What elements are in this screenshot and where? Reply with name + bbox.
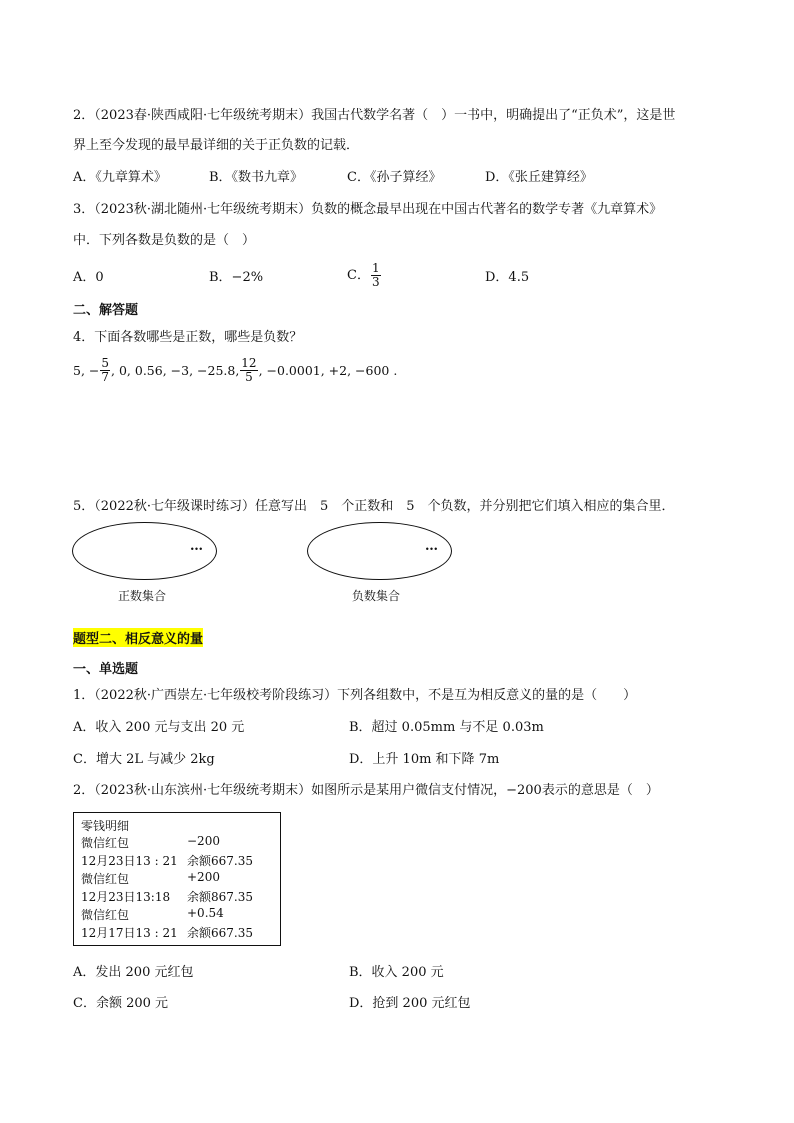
section-heading-single-choice: 一、单选题 — [73, 662, 139, 677]
q4-stem: 4．下面各数哪些是正数，哪些是负数？ — [73, 330, 303, 345]
q3-option-c-prefix: C． — [347, 267, 370, 283]
p1-option-b[interactable]: B．超过 0.05mm 与不足 0.03m — [349, 720, 544, 735]
negative-set-ellipse[interactable] — [307, 522, 452, 580]
fraction-denominator: 3 — [371, 274, 380, 289]
q3-option-d[interactable]: D．4.5 — [485, 269, 530, 285]
wechat-title: 零钱明细 — [81, 819, 130, 833]
wechat-row-label: 12月17日13 : 21 — [81, 926, 178, 940]
wechat-row — [81, 834, 271, 851]
wechat-row — [81, 870, 271, 887]
ellipsis-negative: … — [425, 539, 439, 554]
fraction-numerator: 1 — [371, 260, 380, 275]
q4-seq-part-a: 5, − — [73, 362, 100, 378]
p1-option-a[interactable]: A．收入 200 元与支出 20 元 — [73, 720, 245, 735]
p2-option-a[interactable]: A．发出 200 元红包 — [73, 965, 194, 980]
q3-stem-line2: 中．下列各数是负数的是（ ） — [73, 233, 256, 248]
p2-option-b[interactable]: B．收入 200 元 — [349, 965, 444, 980]
section-heading-answer: 二、解答题 — [73, 303, 139, 318]
wechat-row-label: 微信红包 — [81, 872, 130, 886]
wechat-row-value: −200 — [187, 834, 220, 848]
q4-seq-part-c: , −0.0001, +2, −600 . — [258, 362, 398, 378]
q2-stem-line2: 界上至今发现的最早最详细的关于正负数的记载． — [73, 138, 360, 153]
fraction-five-sevenths — [100, 357, 110, 384]
wechat-row-label: 微信红包 — [81, 836, 130, 850]
q3-option-c[interactable] — [347, 262, 485, 289]
positive-set-ellipse[interactable] — [72, 522, 217, 580]
p1-option-c[interactable]: C．增大 2L 与减少 2kg — [73, 752, 215, 767]
p2-stem: 2．（2023秋·山东滨州·七年级统考期末）如图所示是某用户微信支付情况，−200表示的意思是（ ） — [73, 783, 659, 798]
wechat-row-value: 余额667.35 — [187, 926, 253, 940]
q2-options — [73, 166, 593, 185]
wechat-row-value: +0.54 — [187, 906, 224, 920]
p2-option-c[interactable]: C．余额 200 元 — [73, 996, 169, 1011]
wechat-title-row — [81, 817, 271, 834]
wechat-row — [81, 888, 271, 905]
q2-option-a[interactable]: A．《九章算术》 — [73, 170, 167, 185]
fraction-one-third — [371, 262, 381, 289]
fraction-denominator: 5 — [245, 369, 253, 384]
wechat-row-label: 12月23日13:18 — [81, 890, 171, 904]
q3-options — [73, 260, 529, 290]
wechat-row — [81, 924, 271, 941]
p2-option-d[interactable]: D．抢到 200 元红包 — [349, 996, 471, 1011]
wechat-row — [81, 852, 271, 869]
wechat-row-value: 余额867.35 — [187, 890, 253, 904]
fraction-numerator: 12 — [241, 355, 257, 370]
p1-stem: 1．（2022秋·广西崇左·七年级校考阶段练习）下列各组数中，不是互为相反意义的量的是（ ） — [73, 688, 637, 703]
q4-seq-part-b: , 0, 0.56, −3, −25.8, — [111, 362, 240, 378]
wechat-row-label: 12月23日13 : 21 — [81, 854, 178, 868]
q5-stem: 5．（2022秋·七年级课时练习）任意写出 5 个正数和 5 个负数，并分别把它们填入相应的集合里． — [73, 499, 675, 514]
q3-stem-line1: 3．（2023秋·湖北随州·七年级统考期末）负数的概念最早出现在中国古代著名的数学专著《九章算术》 — [73, 202, 663, 217]
q3-option-b[interactable]: B．−2% — [209, 269, 264, 285]
ellipsis-positive: … — [190, 539, 204, 554]
q2-option-d[interactable]: D．《张丘建算经》 — [485, 170, 593, 185]
negative-set-label: 负数集合 — [352, 589, 401, 603]
p1-option-d[interactable]: D．上升 10m 和下降 7m — [349, 752, 500, 767]
wechat-row-value: 余额667.35 — [187, 854, 253, 868]
q2-option-b[interactable]: B．《数书九章》 — [209, 170, 304, 185]
q3-option-a[interactable]: A．0 — [73, 269, 104, 285]
wechat-row — [81, 906, 271, 923]
fraction-numerator: 5 — [101, 355, 110, 370]
wechat-row-label: 微信红包 — [81, 908, 130, 922]
wechat-row-value: +200 — [187, 870, 220, 884]
q2-stem-line1: 2．（2023春·陕西咸阳·七年级统考期末）我国古代数学名著（ ）一书中，明确提出了“正负术”，这是世 — [73, 108, 676, 123]
positive-set-label: 正数集合 — [118, 589, 167, 603]
wechat-change-detail-box — [73, 812, 281, 946]
fraction-twelve-fifths — [240, 357, 257, 384]
q2-option-c[interactable]: C．《孙子算经》 — [347, 170, 442, 185]
q4-number-sequence — [73, 352, 397, 388]
type2-heading: 题型二、相反意义的量 — [73, 628, 203, 647]
fraction-denominator: 7 — [101, 369, 110, 384]
